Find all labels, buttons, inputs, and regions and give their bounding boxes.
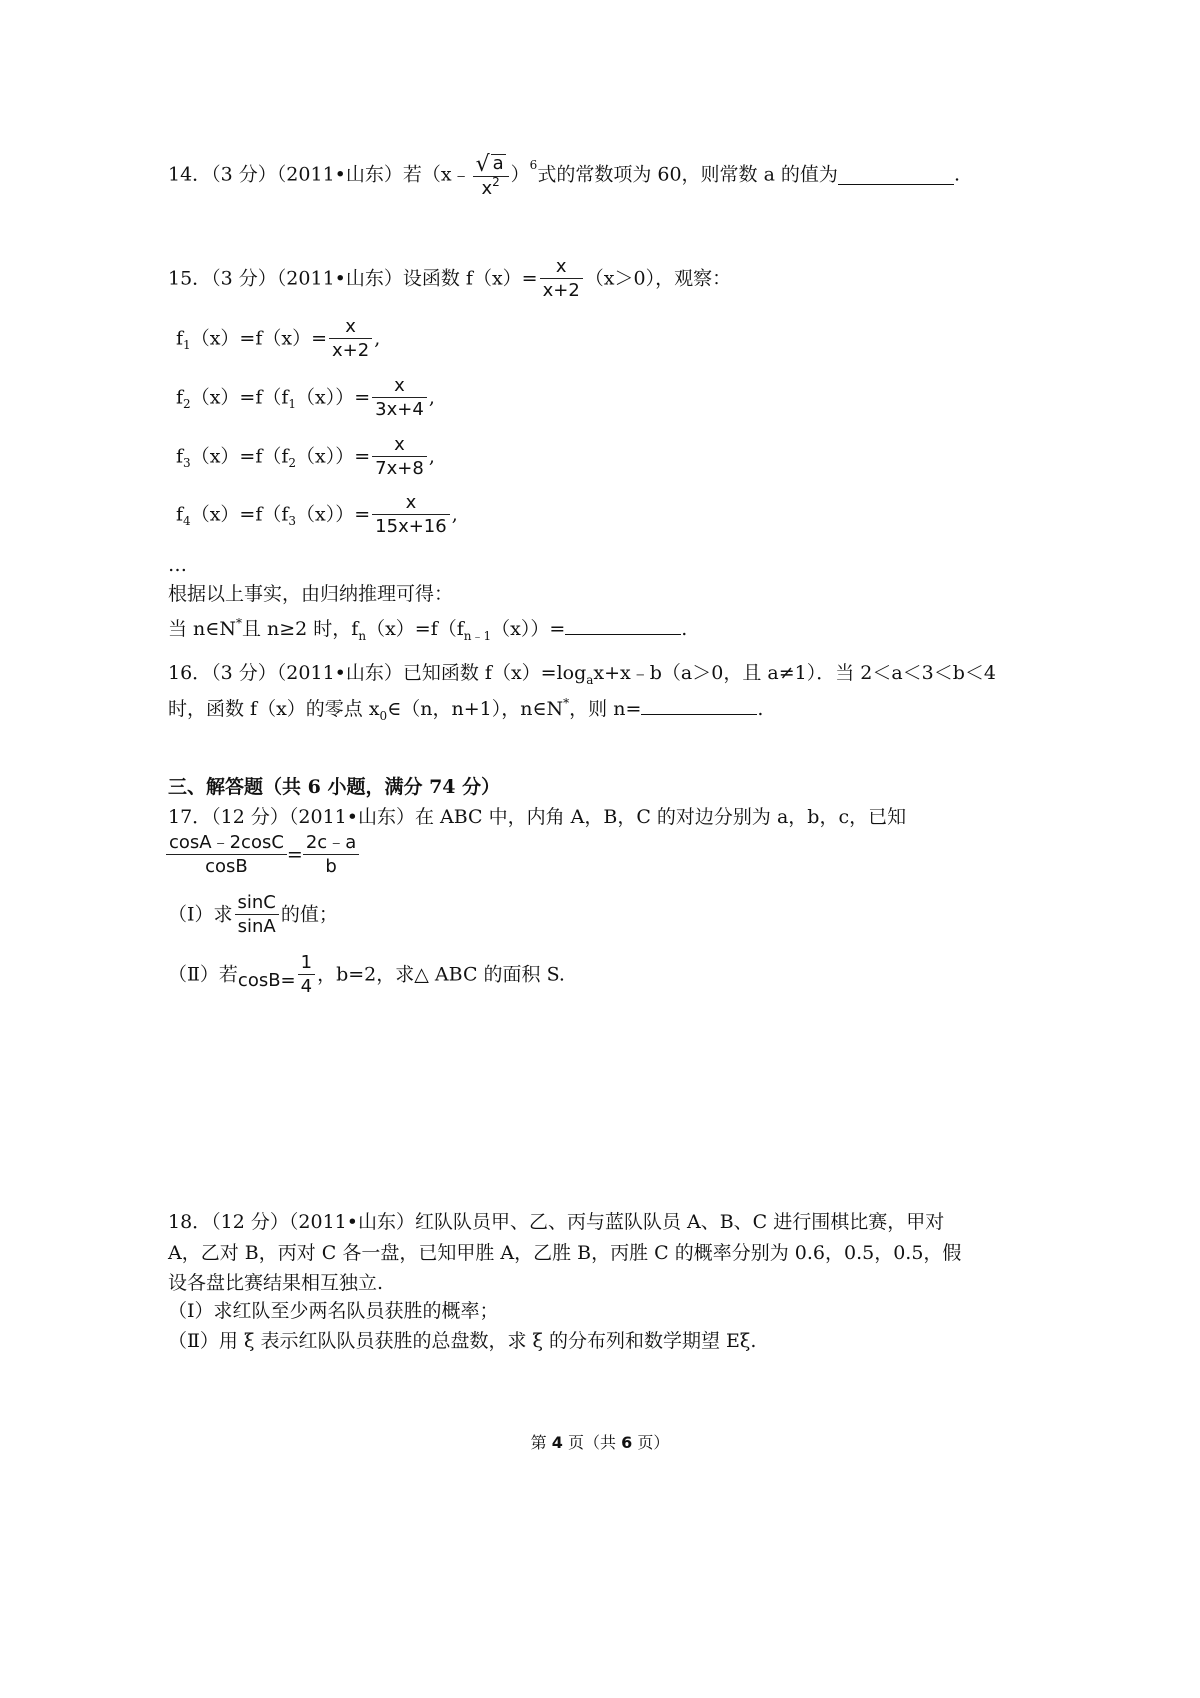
q15-induction: 根据以上事实，由归纳推理可得： [168, 583, 454, 605]
q17-part-1: （Ⅰ）求 $\frac{\sin C}{\sin A}$ 的值； [168, 892, 338, 937]
total-page-number: 6 [621, 1433, 633, 1452]
q15-line-1: $f_1(x)=f(x)=$ $\frac{x}{x+2}$ , [176, 316, 381, 361]
q18-part-1: （Ⅰ）求红队至少两名队员获胜的概率； [168, 1300, 499, 1322]
q15-line-3-fraction: $\frac{x}{7x+8}$ [372, 436, 427, 478]
question-17-line-1: 17．（12 分）（2011•山东）在 ABC 中，内角 A，B，C 的对边分别为 a，b，c，已知 [168, 806, 907, 828]
q15-line-1-fraction: $\frac{x}{x+2}$ [329, 318, 372, 360]
question-16-line-1: 16．（3 分）（2011•山东）已知函数 $f(x)=\log_ax+x﹣b(a>0$，且 a≠1）．当 2＜a＜3＜b＜4 [168, 662, 997, 687]
question-18-line-1: 18．（12 分）（2011•山东）红队队员甲、乙、丙与蓝队队员 A、B、C 进行围棋比赛，甲对 [168, 1211, 945, 1233]
q14-prefix: 14．（3 分）（2011•山东）若（x﹣ [168, 163, 471, 186]
q18-part-2: （Ⅱ）用 ξ 表示红队队员获胜的总盘数，求 ξ 的分布列和数学期望 Eξ. [168, 1330, 757, 1352]
q17-condition: $\frac{\cos A﹣2\cos C}{\cos B}$ = $\frac{2c﹣a}{b}$ [166, 834, 359, 876]
q16-answer-blank[interactable] [641, 696, 757, 715]
q14-frac-den: $x^2$ [481, 175, 500, 199]
q17-part1-fraction: $\frac{\sin C}{\sin A}$ [235, 894, 279, 936]
question-16-line-2: 时，函数 f（x）的零点 $x_0\in(n$，n+1），n∈N*，则 n= . [168, 696, 764, 723]
q14-rest: 式的常数项为 60，则常数 a 的值为 [537, 163, 838, 186]
q15-final: 当 n∈N*且 n≥2 时，$f_n(x)=f(f_{n﹣1}(x))=$ . [168, 616, 688, 643]
question-18-line-2: A，乙对 B，丙对 C 各一盘，已知甲胜 A，乙胜 B，丙胜 C 的概率分别为 0.6，0.5，0.5，假 [168, 1242, 962, 1264]
question-18-line-3: 设各盘比赛结果相互独立. [168, 1272, 384, 1294]
question-15-intro: 15．（3 分）（2011•山东）设函数 f（x）= $\frac{x}{x+2}$ （x＞0），观察： [168, 256, 732, 301]
current-page-number: 4 [551, 1433, 563, 1452]
question-14: 14．（3 分）（2011•山东）若（x﹣ $\frac{√ a}{x^2}$ ）$^6$式的常数项为 60，则常数 a 的值为 . [168, 152, 960, 199]
q17-part2-fraction: $\frac{1}{4}$ [298, 954, 315, 996]
q15-ellipsis: … [168, 554, 187, 576]
q15-line-2: $f_2(x)=f(f_1(x))=$ $\frac{x}{3x+4}$ , [176, 375, 435, 420]
q14-frac-num: √ a [473, 152, 509, 177]
q15-line-4: $f_4(x)=f(f_3(x))=$ $\frac{x}{15x+16}$ , [176, 492, 458, 537]
q17-cond-frac-2: $\frac{2c﹣a}{b}$ [303, 834, 359, 876]
q14-exponent: 6 [529, 158, 538, 172]
section-3-title: 三、解答题（共 6 小题，满分 74 分） [168, 776, 501, 798]
q17-part-2: （Ⅱ）若cosB= $\frac{1}{4}$ ，b=2，求△ ABC 的面积 S. [168, 952, 565, 997]
q17-cond-frac-1: $\frac{\cos A﹣2\cos C}{\cos B}$ [166, 834, 287, 876]
q15-line-2-fraction: $\frac{x}{3x+4}$ [372, 377, 427, 419]
q15-intro-fraction: $\frac{x}{x+2}$ [540, 258, 583, 300]
q15-line-4-fraction: $\frac{x}{15x+16}$ [372, 494, 450, 536]
q14-fraction [473, 152, 509, 198]
q15-line-3: $f_3(x)=f(f_2(x))=$ $\frac{x}{7x+8}$ , [176, 434, 435, 479]
page-footer: 第 4 页（共 6 页） [530, 1433, 670, 1452]
q14-answer-blank[interactable] [838, 166, 954, 185]
q15-answer-blank[interactable] [565, 616, 681, 635]
q14-close: ） [510, 163, 530, 186]
